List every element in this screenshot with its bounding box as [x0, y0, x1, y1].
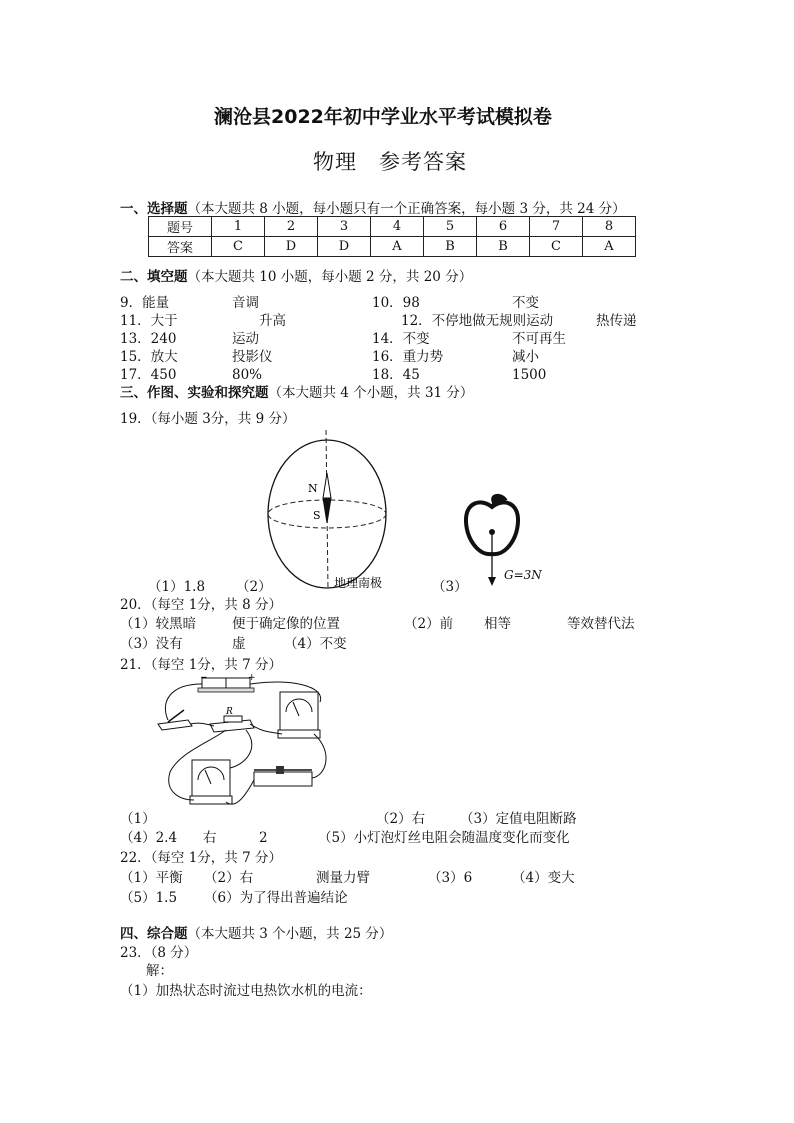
q21-answer: （2）右 [376, 811, 426, 827]
globe-pole-label: 地理南极 [334, 576, 383, 590]
table-answer: D [265, 237, 318, 257]
table-answer: A [583, 237, 636, 257]
q21-answer: （1） [120, 811, 156, 827]
wire [230, 730, 252, 768]
fill-q11: 11．大于 [120, 313, 178, 329]
q23-solution-label: 解： [146, 963, 173, 979]
rheostat-slider [276, 766, 284, 774]
resistor-label: R [226, 707, 233, 717]
q20-heading: 20．（每空 1分，共 8 分） [120, 597, 282, 613]
globe-n-label: N [308, 482, 318, 495]
table-number: 2 [265, 217, 318, 237]
q20-answer: （4）不变 [284, 636, 347, 652]
table-number: 6 [477, 217, 530, 237]
table-header-row [149, 217, 636, 237]
fill-q17-b: 80% [232, 367, 263, 383]
section-comprehensive-note: （本大题共 3 个小题，共 25 分） [187, 926, 393, 942]
exam-title: 澜沧县2022年初中学业水平考试模拟卷 [214, 106, 552, 128]
table-answer: B [477, 237, 530, 257]
table-number: 5 [424, 217, 477, 237]
q23-part-1: （1）加热状态时流过电热饮水机的电流： [120, 983, 372, 999]
table-number: 7 [530, 217, 583, 237]
section-experiment-name: 三、作图、实验和探究题 [120, 385, 269, 401]
section-choice-name: 一、选择题 [120, 201, 188, 217]
gravity-arrow-head-icon [488, 577, 496, 586]
fill-q13: 13．240 [120, 331, 177, 347]
table-answer: C [530, 237, 583, 257]
section-choice-note: （本大题共 8 小题，每小题只有一个正确答案，每小题 3 分，共 24 分） [187, 201, 626, 217]
q21-answer: （3）定值电阻断路 [460, 811, 577, 827]
fill-q16: 16．重力势 [372, 349, 444, 365]
battery-plus-sign: + [248, 673, 256, 683]
q19-heading: 19．（每小题 3分，共 9 分） [120, 411, 296, 427]
q21-answer: （4）2.4 [120, 830, 178, 846]
fill-q14: 14．不变 [372, 331, 430, 347]
compass-needle-south-icon [323, 498, 331, 523]
table-answer: C [212, 237, 265, 257]
q19-answer-1: （1）1.8 [148, 579, 206, 595]
section-fill-heading [120, 268, 472, 286]
q22-answer: 测量力臂 [316, 870, 370, 886]
q22-answer: （6）为了得出普遍结论 [204, 890, 348, 906]
q22-answer: （1）平衡 [120, 870, 183, 886]
table-answer: D [318, 237, 371, 257]
q20-answer: 等效替代法 [567, 616, 635, 632]
switch-base [158, 720, 192, 730]
fill-q14-b: 不可再生 [512, 331, 566, 347]
wire [165, 684, 202, 720]
fill-q11-b: 升高 [259, 313, 286, 329]
table-number: 8 [583, 217, 636, 237]
switch-lever-icon [168, 710, 184, 722]
fill-q17: 17．450 [120, 367, 177, 383]
q21-answer: （5）小灯泡灯丝电阻会随温度变化而变化 [318, 830, 570, 846]
q21-answer: 2 [259, 830, 268, 846]
section-experiment-note: （本大题共 4 个小题，共 31 分） [268, 385, 474, 401]
table-number: 4 [371, 217, 424, 237]
q21-answer: 右 [203, 830, 217, 846]
table-header-label: 题号 [149, 217, 212, 237]
table-answer-row [149, 237, 636, 257]
table-answer: B [424, 237, 477, 257]
rheostat-icon [254, 772, 312, 786]
circuit-figure [150, 672, 340, 812]
battery-minus-sign: − [200, 673, 208, 683]
fill-q13-b: 运动 [232, 331, 259, 347]
fill-q12-b: 热传递 [596, 313, 637, 329]
fill-q10: 10．98 [372, 295, 420, 311]
wire [312, 734, 326, 778]
fill-q15: 15．放大 [120, 349, 178, 365]
q22-answer: （2）右 [204, 870, 254, 886]
answer-subtitle: 物理 参考答案 [313, 150, 467, 174]
voltmeter-base [190, 796, 232, 804]
section-fill-name: 二、填空题 [120, 269, 188, 285]
compass-needle-icon [323, 473, 331, 498]
q20-answer: （3）没有 [120, 636, 183, 652]
globe-s-label: S [313, 509, 321, 522]
wire [250, 724, 282, 734]
q20-answer: 虚 [232, 636, 246, 652]
table-answer: A [371, 237, 424, 257]
section-experiment-heading [120, 384, 473, 402]
q21-heading: 21．（每空 1分，共 7 分） [120, 657, 282, 673]
table-answer-label: 答案 [149, 237, 212, 257]
q22-answer: （4）变大 [512, 870, 575, 886]
globe-figure [260, 428, 410, 594]
q20-answer: 便于确定像的位置 [232, 616, 340, 632]
q19-answer-3: （3） [432, 579, 468, 595]
fill-q15-b: 投影仪 [232, 349, 273, 365]
fill-q16-b: 减小 [512, 349, 539, 365]
battery-base [198, 688, 254, 692]
fill-q18: 18．45 [372, 367, 420, 383]
q20-answer: （1）较黑暗 [120, 616, 197, 632]
fill-q10-b: 不变 [512, 295, 539, 311]
section-comprehensive-name: 四、综合题 [120, 926, 188, 942]
q22-heading: 22．（每空 1分，共 7 分） [120, 850, 282, 866]
q19-answer-2: （2） [236, 579, 272, 595]
fill-q9-b: 音调 [232, 295, 259, 311]
gravity-force-label: G=3N [504, 568, 542, 582]
fill-q9: 9．能量 [120, 295, 170, 311]
section-fill-note: （本大题共 10 小题，每小题 2 分，共 20 分） [187, 269, 473, 285]
q20-answer: （2）前 [404, 616, 454, 632]
choice-answer-table [148, 216, 636, 257]
q23-heading: 23．（8 分） [120, 945, 198, 961]
table-number: 3 [318, 217, 371, 237]
section-comprehensive-heading [120, 925, 392, 943]
q22-answer: （3）6 [428, 870, 473, 886]
fill-q12: 12．不停地做无规则运动 [401, 313, 554, 329]
fill-q18-b: 1500 [512, 367, 547, 383]
q22-answer: （5）1.5 [120, 890, 178, 906]
table-number: 1 [212, 217, 265, 237]
ammeter-base [278, 730, 320, 738]
q20-answer: 相等 [484, 616, 511, 632]
